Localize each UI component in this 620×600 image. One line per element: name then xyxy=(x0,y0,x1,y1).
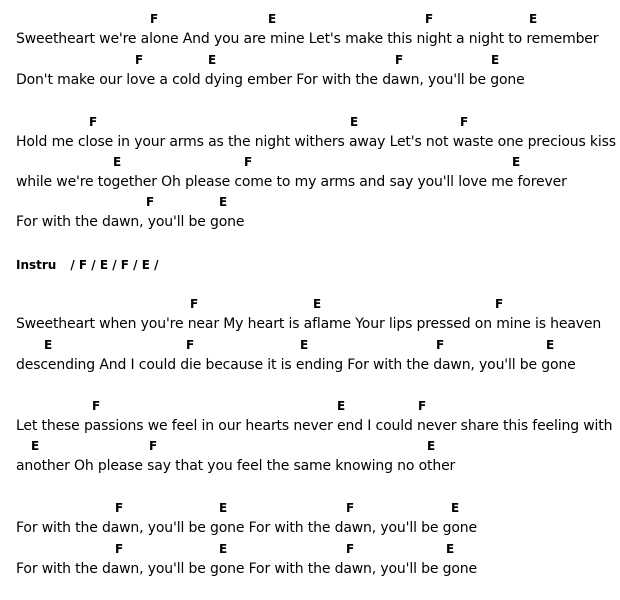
lyric-line: For with the dawn, you'll be gone xyxy=(16,214,245,230)
chord: F xyxy=(460,115,469,129)
chord: E xyxy=(491,53,500,67)
lyric-line: another Oh please say that you feel the same knowing no other xyxy=(16,458,456,474)
chord: E xyxy=(427,439,436,453)
chord: F xyxy=(135,53,144,67)
chord: E xyxy=(350,115,359,129)
chord: F xyxy=(190,297,199,311)
lyric-line: For with the dawn, you'll be gone For with the dawn, you'll be gone xyxy=(16,561,477,577)
lyric-line: For with the dawn, you'll be gone For with the dawn, you'll be gone xyxy=(16,520,477,536)
lyric-line: Sweetheart we're alone And you are mine Let's make this night a night to remember xyxy=(16,31,599,47)
instru-label: Instru xyxy=(16,258,57,272)
chord: E xyxy=(219,195,228,209)
chord: E xyxy=(313,297,322,311)
chord: E xyxy=(529,12,538,26)
lyric-line: Sweetheart when you're near My heart is aflame Your lips pressed on mine is heaven xyxy=(16,316,602,332)
chord: F xyxy=(92,399,101,413)
chord: F xyxy=(244,155,253,169)
instrumental-line xyxy=(16,258,158,272)
lyric-line: while we're together Oh please come to my arms and say you'll love me forever xyxy=(16,174,567,190)
chord: E xyxy=(337,399,346,413)
chord: E xyxy=(219,542,228,556)
instru-chord-sequence: / F / E / F / E / xyxy=(70,258,159,272)
lyric-line: Hold me close in your arms as the night withers away Let's not waste one precious kiss xyxy=(16,134,616,150)
chord: F xyxy=(150,12,159,26)
chord: F xyxy=(149,439,158,453)
chord: E xyxy=(300,338,309,352)
chord: F xyxy=(346,501,355,515)
chord: F xyxy=(115,501,124,515)
chord: E xyxy=(451,501,460,515)
chord: E xyxy=(113,155,122,169)
chord: F xyxy=(186,338,195,352)
chord: F xyxy=(495,297,504,311)
chord: E xyxy=(31,439,40,453)
chord: F xyxy=(115,542,124,556)
chord: F xyxy=(346,542,355,556)
chord: F xyxy=(436,338,445,352)
chord: F xyxy=(425,12,434,26)
chord: F xyxy=(395,53,404,67)
chord: E xyxy=(44,338,53,352)
chord: F xyxy=(89,115,98,129)
lyric-line: Let these passions we feel in our hearts never end I could never share this feeling with xyxy=(16,418,613,434)
lyric-line: Don't make our love a cold dying ember For with the dawn, you'll be gone xyxy=(16,72,525,88)
chord: F xyxy=(418,399,427,413)
chord: F xyxy=(146,195,155,209)
lyric-line: descending And I could die because it is ending For with the dawn, you'll be gone xyxy=(16,357,576,373)
chord: E xyxy=(546,338,555,352)
chord: E xyxy=(446,542,455,556)
chord: E xyxy=(219,501,228,515)
chord: E xyxy=(268,12,277,26)
chord: E xyxy=(512,155,521,169)
chord: E xyxy=(208,53,217,67)
